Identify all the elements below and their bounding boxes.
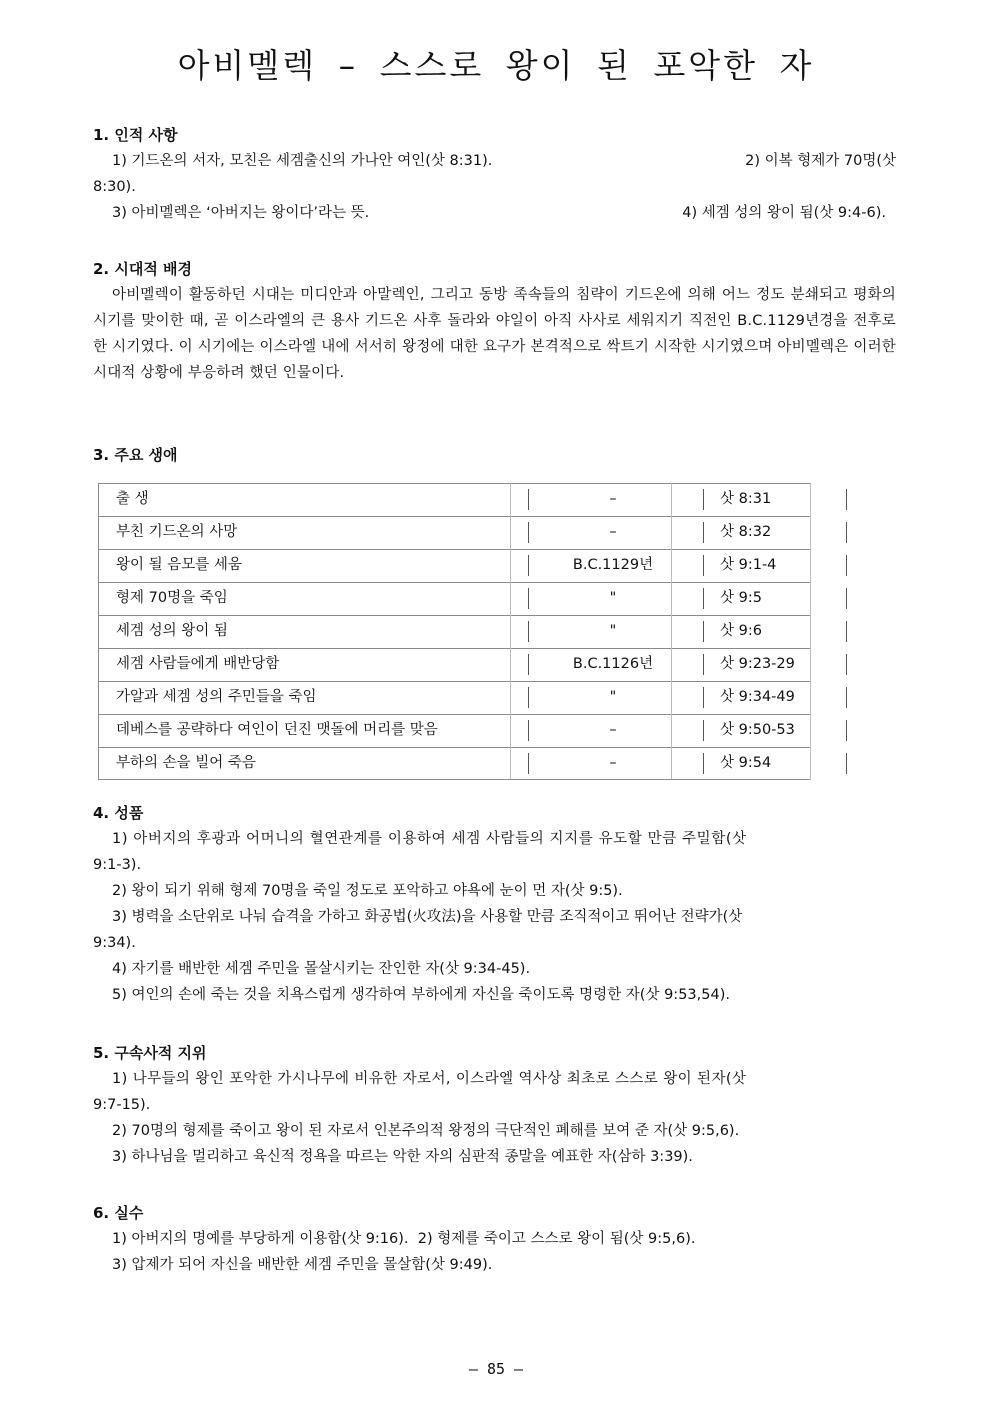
event-cell: 가알과 세겜 성의 주민들을 죽임 bbox=[116, 689, 317, 705]
table-divider bbox=[846, 555, 847, 576]
table-border bbox=[98, 747, 99, 780]
reference-cell: 삿 9:5 bbox=[720, 590, 762, 606]
table-border bbox=[810, 648, 811, 681]
table-border bbox=[810, 747, 811, 780]
role-item: 2) 70명의 형제를 죽이고 왕이 된 자로서 인본주의적 왕정의 극단적인 폐해를 보여 준 자(삿 9:5,6). bbox=[112, 1123, 740, 1139]
table-row bbox=[98, 747, 850, 780]
table-row bbox=[98, 582, 850, 615]
date-cell: B.C.1129년 bbox=[572, 557, 654, 573]
table-divider bbox=[846, 588, 847, 609]
table-divider bbox=[846, 720, 847, 741]
table-border bbox=[510, 714, 511, 747]
character-item-continuation: 9:1-3). bbox=[93, 857, 142, 873]
section-heading: 3. 주요 생애 bbox=[93, 446, 178, 464]
table-divider bbox=[703, 687, 704, 708]
event-cell: 형제 70명을 죽임 bbox=[116, 590, 228, 606]
table-row bbox=[98, 681, 850, 714]
life-events-table bbox=[98, 483, 850, 780]
role-item: 3) 하나님을 멀리하고 육신적 정욕을 따르는 악한 자의 심판적 종말을 예표한 자(삼하 3:39). bbox=[112, 1149, 693, 1165]
table-border bbox=[98, 681, 99, 714]
section-background bbox=[93, 256, 896, 386]
reference-cell: 삿 8:32 bbox=[720, 524, 772, 540]
character-item: 1) 아버지의 후광과 어머니의 혈연관계를 이용하여 세겜 사람들의 지지를 유도할 만큼 주밀함(삿 bbox=[112, 831, 747, 847]
reference-cell: 삿 9:54 bbox=[720, 755, 772, 771]
table-border bbox=[510, 681, 511, 714]
info-item-continuation: 8:30). bbox=[93, 179, 136, 195]
table-row bbox=[98, 516, 850, 549]
table-divider bbox=[846, 489, 847, 510]
character-item: 5) 여인의 손에 죽는 것을 치욕스럽게 생각하여 부하에게 자신을 죽이도록 명령한 자(삿 9:53,54). bbox=[112, 987, 730, 1003]
table-border bbox=[98, 615, 99, 648]
table-border bbox=[810, 516, 811, 549]
date-cell: " bbox=[609, 590, 617, 606]
section-heading: 4. 성품 bbox=[93, 804, 144, 822]
info-item: 2) 이복 형제가 70명(삿 bbox=[745, 153, 896, 169]
section-heading: 2. 시대적 배경 bbox=[93, 260, 193, 278]
event-cell: 부친 기드온의 사망 bbox=[116, 524, 238, 540]
section-heading: 1. 인적 사항 bbox=[93, 126, 178, 144]
section-heading: 6. 실수 bbox=[93, 1204, 144, 1222]
event-cell: 세겜 성의 왕이 됨 bbox=[116, 623, 228, 639]
background-paragraph: 아비멜렉이 활동하던 시대는 미디안과 아말렉인, 그리고 동방 족속들의 침략이 기드온에 의해 어느 정도 분쇄되고 평화의 시기를 맞이한 때, 곧 이스라엘의 큰 용사 기드온 사후 돌라와 야일이 아직 사사로 세워지기 직전인 B.C.1129년경을 전후로 한 시기였다. 이 시기에는 이스라엘 내에 서서히 왕정에 대한 요구가 본격적으로 싹트기 시작한 시기였으며 아비멜렉은 이러한 시대적 상황에 부응하려 했던 인물이다. bbox=[93, 287, 896, 381]
event-cell: 부하의 손을 빌어 죽음 bbox=[116, 755, 256, 771]
table-border bbox=[510, 747, 511, 780]
page-title: 아비멜렉 – 스스로 왕이 된 포악한 자 bbox=[177, 46, 815, 85]
date-cell: " bbox=[609, 689, 617, 705]
table-border bbox=[510, 549, 511, 582]
table-border bbox=[98, 582, 99, 615]
reference-cell: 삿 8:31 bbox=[720, 491, 772, 507]
table-row bbox=[98, 549, 850, 582]
table-divider bbox=[703, 621, 704, 642]
table-border bbox=[510, 582, 511, 615]
table-border bbox=[510, 615, 511, 648]
table-row bbox=[98, 615, 850, 648]
info-row-2 bbox=[93, 200, 896, 226]
table-divider bbox=[846, 753, 847, 774]
table-row bbox=[98, 714, 850, 747]
section-life bbox=[93, 442, 896, 468]
table-divider bbox=[703, 588, 704, 609]
table-divider bbox=[703, 720, 704, 741]
mistake-item: 1) 아버지의 명예를 부당하게 이용함(삿 9:16). 2) 형제를 죽이고 스스로 왕이 됨(삿 9:5,6). bbox=[112, 1231, 696, 1247]
character-item-continuation: 9:34). bbox=[93, 935, 136, 951]
table-border bbox=[98, 648, 99, 681]
date-cell: – bbox=[609, 755, 617, 771]
table-divider bbox=[703, 522, 704, 543]
date-cell: – bbox=[609, 491, 617, 507]
table-divider bbox=[846, 522, 847, 543]
mistake-item: 3) 압제가 되어 자신을 배반한 세겜 주민을 몰살함(삿 9:49). bbox=[112, 1257, 493, 1273]
table-border bbox=[98, 516, 99, 549]
reference-cell: 삿 9:23-29 bbox=[720, 656, 795, 672]
event-cell: 세겜 사람들에게 배반당함 bbox=[116, 656, 280, 672]
section-mistakes bbox=[93, 1200, 896, 1278]
table-border bbox=[510, 516, 511, 549]
table-border bbox=[510, 648, 511, 681]
character-item: 2) 왕이 되기 위해 형제 70명을 죽일 정도로 포악하고 야욕에 눈이 먼 자(삿 9:5). bbox=[112, 883, 623, 899]
table-divider bbox=[846, 654, 847, 675]
date-cell: – bbox=[609, 722, 617, 738]
table-border bbox=[810, 714, 811, 747]
table-border bbox=[810, 483, 811, 516]
table-row bbox=[98, 483, 850, 516]
table-divider bbox=[846, 621, 847, 642]
table-divider bbox=[846, 687, 847, 708]
character-item: 3) 병력을 소단위로 나눠 습격을 가하고 화공법(火攻法)을 사용할 만큼 조직적이고 뛰어난 전략가(삿 bbox=[112, 909, 743, 925]
table-border bbox=[810, 582, 811, 615]
table-divider bbox=[703, 555, 704, 576]
reference-cell: 삿 9:50-53 bbox=[720, 722, 795, 738]
event-cell: 출 생 bbox=[116, 491, 149, 507]
event-cell: 왕이 될 음모를 세움 bbox=[116, 557, 242, 573]
section-personal-info bbox=[93, 122, 896, 226]
table-divider bbox=[703, 654, 704, 675]
table-row bbox=[98, 648, 850, 681]
info-row-1 bbox=[93, 148, 896, 174]
table-border bbox=[510, 483, 511, 516]
reference-cell: 삿 9:6 bbox=[720, 623, 762, 639]
table-border bbox=[810, 681, 811, 714]
table-border bbox=[98, 483, 99, 516]
table-border bbox=[810, 549, 811, 582]
table-border bbox=[98, 714, 99, 747]
section-heading: 5. 구속사적 지위 bbox=[93, 1044, 207, 1062]
table-border bbox=[810, 615, 811, 648]
section-redemptive-role bbox=[93, 1040, 896, 1170]
role-item-continuation: 9:7-15). bbox=[93, 1097, 151, 1113]
reference-cell: 삿 9:34-49 bbox=[720, 689, 795, 705]
date-cell: " bbox=[609, 623, 617, 639]
info-item: 3) 아비멜렉은 ‘아버지는 왕이다’라는 뜻. bbox=[112, 205, 370, 221]
table-divider bbox=[703, 753, 704, 774]
reference-cell: 삿 9:1-4 bbox=[720, 557, 777, 573]
info-item: 1) 기드온의 서자, 모친은 세겜출신의 가나안 여인(삿 8:31). bbox=[112, 153, 493, 169]
date-cell: B.C.1126년 bbox=[572, 656, 654, 672]
event-cell: 데베스를 공략하다 여인이 던진 맷돌에 머리를 맞음 bbox=[116, 722, 438, 738]
role-item: 1) 나무들의 왕인 포악한 가시나무에 비유한 자로서, 이스라엘 역사상 최초로 스스로 왕이 된자(삿 bbox=[112, 1071, 747, 1087]
date-cell: – bbox=[609, 524, 617, 540]
section-character bbox=[93, 800, 896, 1008]
table-border bbox=[98, 549, 99, 582]
character-item: 4) 자기를 배반한 세겜 주민을 몰살시키는 잔인한 자(삿 9:34-45). bbox=[112, 961, 531, 977]
page-number: – 85 – bbox=[468, 1360, 524, 1378]
table-divider bbox=[703, 489, 704, 510]
info-item: 4) 세겜 성의 왕이 됨(삿 9:4-6). bbox=[682, 205, 886, 221]
